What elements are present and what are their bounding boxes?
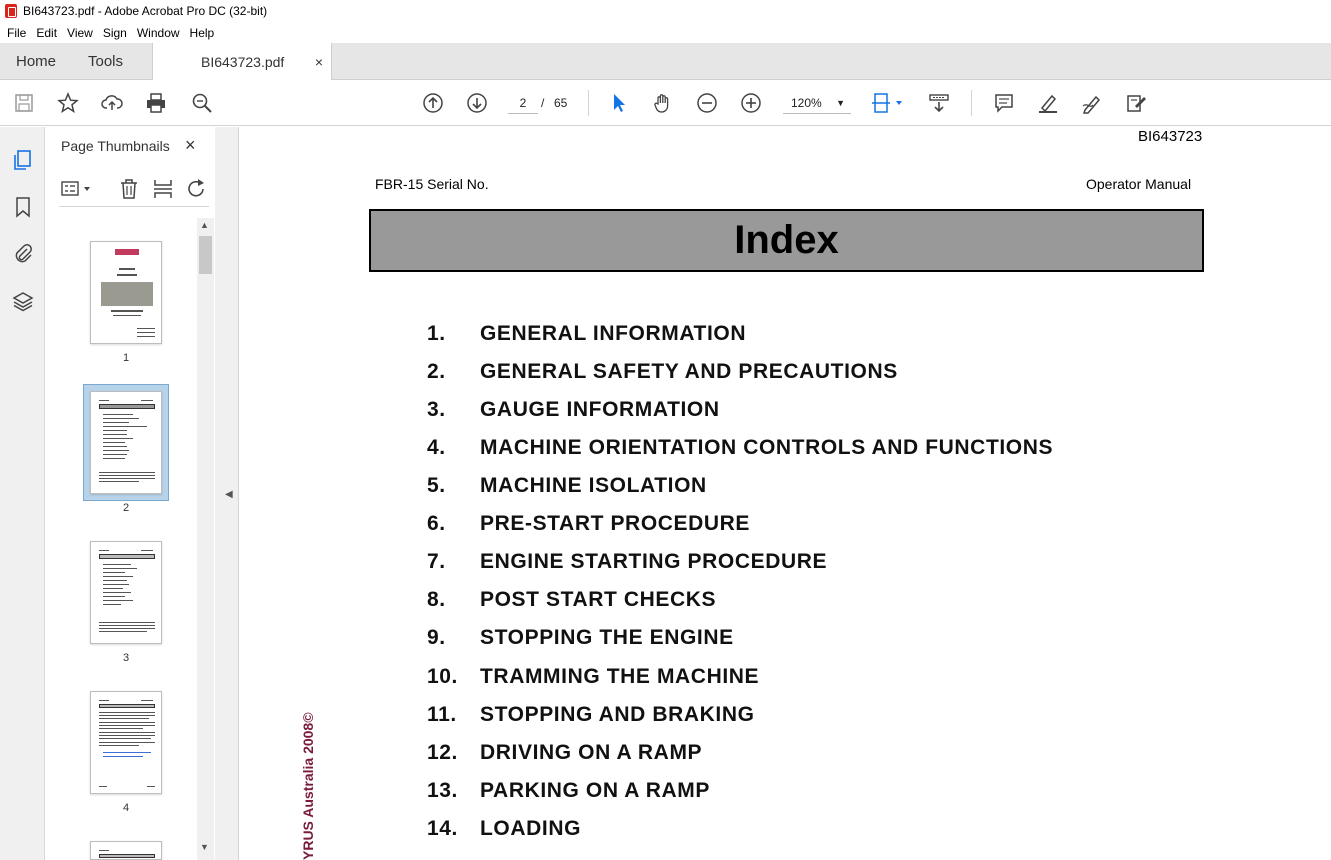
scrollbar-thumb[interactable] — [199, 236, 212, 274]
thumbnail-page-1[interactable] — [90, 241, 162, 344]
thumbnail-page-4[interactable] — [90, 691, 162, 794]
panel-collapse-strip[interactable] — [215, 127, 239, 860]
left-rail — [0, 127, 45, 860]
toc-item[interactable] — [427, 470, 1127, 504]
scroll-down-icon[interactable]: ▼ — [200, 842, 209, 852]
menu-sign[interactable]: Sign — [102, 25, 127, 40]
toc-number: 4. — [427, 436, 446, 459]
close-panel-icon[interactable]: × — [185, 135, 196, 155]
toc-number: 13. — [427, 779, 458, 802]
save-icon[interactable] — [12, 91, 36, 115]
tab-document-label: BI643723.pdf — [201, 54, 285, 70]
toc-number: 10. — [427, 665, 458, 688]
panel-title: Page Thumbnails — [61, 138, 170, 154]
title-bar — [0, 0, 1331, 22]
tab-tools[interactable]: Tools — [88, 53, 124, 70]
toc-label: MACHINE ORIENTATION CONTROLS AND FUNCTIONS — [480, 436, 1054, 459]
delete-page-icon[interactable] — [117, 177, 141, 201]
page-number-input[interactable]: 2 — [508, 92, 538, 114]
page-total: 65 — [554, 96, 568, 110]
thumbnail-number: 2 — [122, 502, 130, 514]
toc-label: ENGINE STARTING PROCEDURE — [480, 550, 828, 573]
window-title: BI643723.pdf - Adobe Acrobat Pro DC (32-bit) — [23, 4, 268, 18]
toc-item[interactable] — [427, 813, 1127, 847]
index-heading: Index — [369, 209, 1204, 272]
menu-help[interactable]: Help — [189, 25, 215, 40]
zoom-level-select[interactable] — [783, 92, 851, 114]
sign-icon[interactable] — [1124, 91, 1148, 115]
menu-bar — [0, 22, 1331, 43]
rotate-page-icon[interactable] — [185, 177, 209, 201]
toolbar-divider — [588, 90, 589, 116]
toc-item[interactable] — [427, 737, 1127, 771]
toc-item[interactable] — [427, 622, 1127, 656]
star-icon[interactable] — [56, 91, 80, 115]
toc-item[interactable] — [427, 775, 1127, 809]
toc-label: TRAMMING THE MACHINE — [480, 665, 760, 688]
toc-item[interactable] — [427, 394, 1127, 428]
toc-item[interactable] — [427, 546, 1127, 580]
document-id: BI643723 — [1138, 128, 1203, 145]
toc-label: MACHINE ISOLATION — [480, 474, 707, 497]
toc-item[interactable] — [427, 699, 1127, 733]
machine-photo — [101, 282, 153, 306]
options-menu-icon[interactable] — [59, 177, 95, 201]
page-header-right: Operator Manual — [1086, 176, 1192, 192]
select-cursor-icon[interactable] — [607, 91, 631, 115]
toolbar-divider — [971, 90, 972, 116]
tab-document[interactable] — [152, 43, 332, 81]
scroll-mode-icon[interactable] — [927, 91, 951, 115]
highlight-icon[interactable] — [1036, 91, 1060, 115]
print-icon[interactable] — [144, 91, 168, 115]
toc-item[interactable] — [427, 432, 1127, 466]
toc-item[interactable] — [427, 318, 1127, 352]
toc-number: 9. — [427, 626, 446, 649]
next-page-icon[interactable] — [465, 91, 489, 115]
toc-number: 6. — [427, 512, 446, 535]
toc-number: 2. — [427, 360, 446, 383]
layers-icon[interactable] — [11, 289, 35, 313]
tab-home[interactable]: Home — [16, 53, 57, 70]
hand-tool-icon[interactable] — [651, 91, 675, 115]
tab-bar — [0, 43, 1331, 80]
toc-item[interactable] — [427, 508, 1127, 542]
toc-item[interactable] — [427, 584, 1127, 618]
zoom-out-icon[interactable] — [695, 91, 719, 115]
comment-icon[interactable] — [992, 91, 1016, 115]
copyright-side-text: YRUS Australia 2008© — [300, 712, 316, 860]
attachment-icon[interactable] — [11, 241, 35, 265]
toc-label: STOPPING THE ENGINE — [480, 626, 734, 649]
menu-edit[interactable]: Edit — [36, 25, 58, 40]
thumbnail-scrollbar[interactable] — [197, 218, 214, 860]
toc-number: 12. — [427, 741, 458, 764]
toc-label: PARKING ON A RAMP — [480, 779, 710, 802]
pdf-file-icon — [5, 4, 17, 18]
menu-file[interactable]: File — [7, 25, 27, 40]
toc-item[interactable] — [427, 356, 1127, 390]
toc-number: 14. — [427, 817, 458, 840]
toc-label: GENERAL SAFETY AND PRECAUTIONS — [480, 360, 898, 383]
toc-label: LOADING — [480, 817, 582, 840]
zoom-level-value: 120% — [791, 96, 822, 110]
toc-item[interactable] — [427, 661, 1127, 695]
toc-label: GAUGE INFORMATION — [480, 398, 720, 421]
thumbnail-number: 3 — [122, 652, 130, 664]
draw-icon[interactable] — [1080, 91, 1104, 115]
toolbar — [0, 80, 1331, 126]
thumbnail-number: 4 — [122, 802, 130, 814]
scroll-up-icon[interactable]: ▲ — [200, 220, 209, 230]
page-header-left: FBR-15 Serial No. — [375, 176, 489, 192]
thumbnail-page-2[interactable] — [90, 391, 162, 494]
panel-toolbar — [59, 177, 209, 207]
thumbnail-page-3[interactable] — [90, 541, 162, 644]
toc-number: 7. — [427, 550, 446, 573]
toc-number: 8. — [427, 588, 446, 611]
zoom-in-icon[interactable] — [739, 91, 763, 115]
close-tab-icon[interactable]: × — [314, 54, 323, 70]
toc-number: 3. — [427, 398, 446, 421]
collapse-left-icon[interactable]: ◀ — [225, 489, 233, 500]
menu-window[interactable]: Window — [136, 25, 180, 40]
toc-label: PRE-START PROCEDURE — [480, 512, 751, 535]
previous-page-icon[interactable] — [421, 91, 445, 115]
bookmark-icon[interactable] — [11, 195, 35, 219]
zoom-search-icon[interactable] — [190, 91, 214, 115]
thumbnail-number: 1 — [122, 352, 130, 364]
toc-label: POST START CHECKS — [480, 588, 717, 611]
chevron-down-icon: ▼ — [836, 98, 845, 108]
thumbnail-page-5[interactable] — [90, 841, 162, 860]
toc-label: GENERAL INFORMATION — [480, 322, 747, 345]
fit-page-icon[interactable] — [870, 91, 906, 115]
toc-number: 11. — [427, 703, 457, 726]
menu-view[interactable]: View — [67, 25, 93, 40]
page-separator: / — [541, 96, 545, 110]
cloud-upload-icon[interactable] — [100, 91, 124, 115]
logo-icon — [115, 249, 139, 255]
toc-label: DRIVING ON A RAMP — [480, 741, 703, 764]
toc-number: 1. — [427, 322, 446, 345]
toc-number: 5. — [427, 474, 446, 497]
page-thumbnails-icon[interactable] — [11, 148, 35, 172]
insert-page-icon[interactable] — [151, 177, 175, 201]
toc-label: STOPPING AND BRAKING — [480, 703, 755, 726]
